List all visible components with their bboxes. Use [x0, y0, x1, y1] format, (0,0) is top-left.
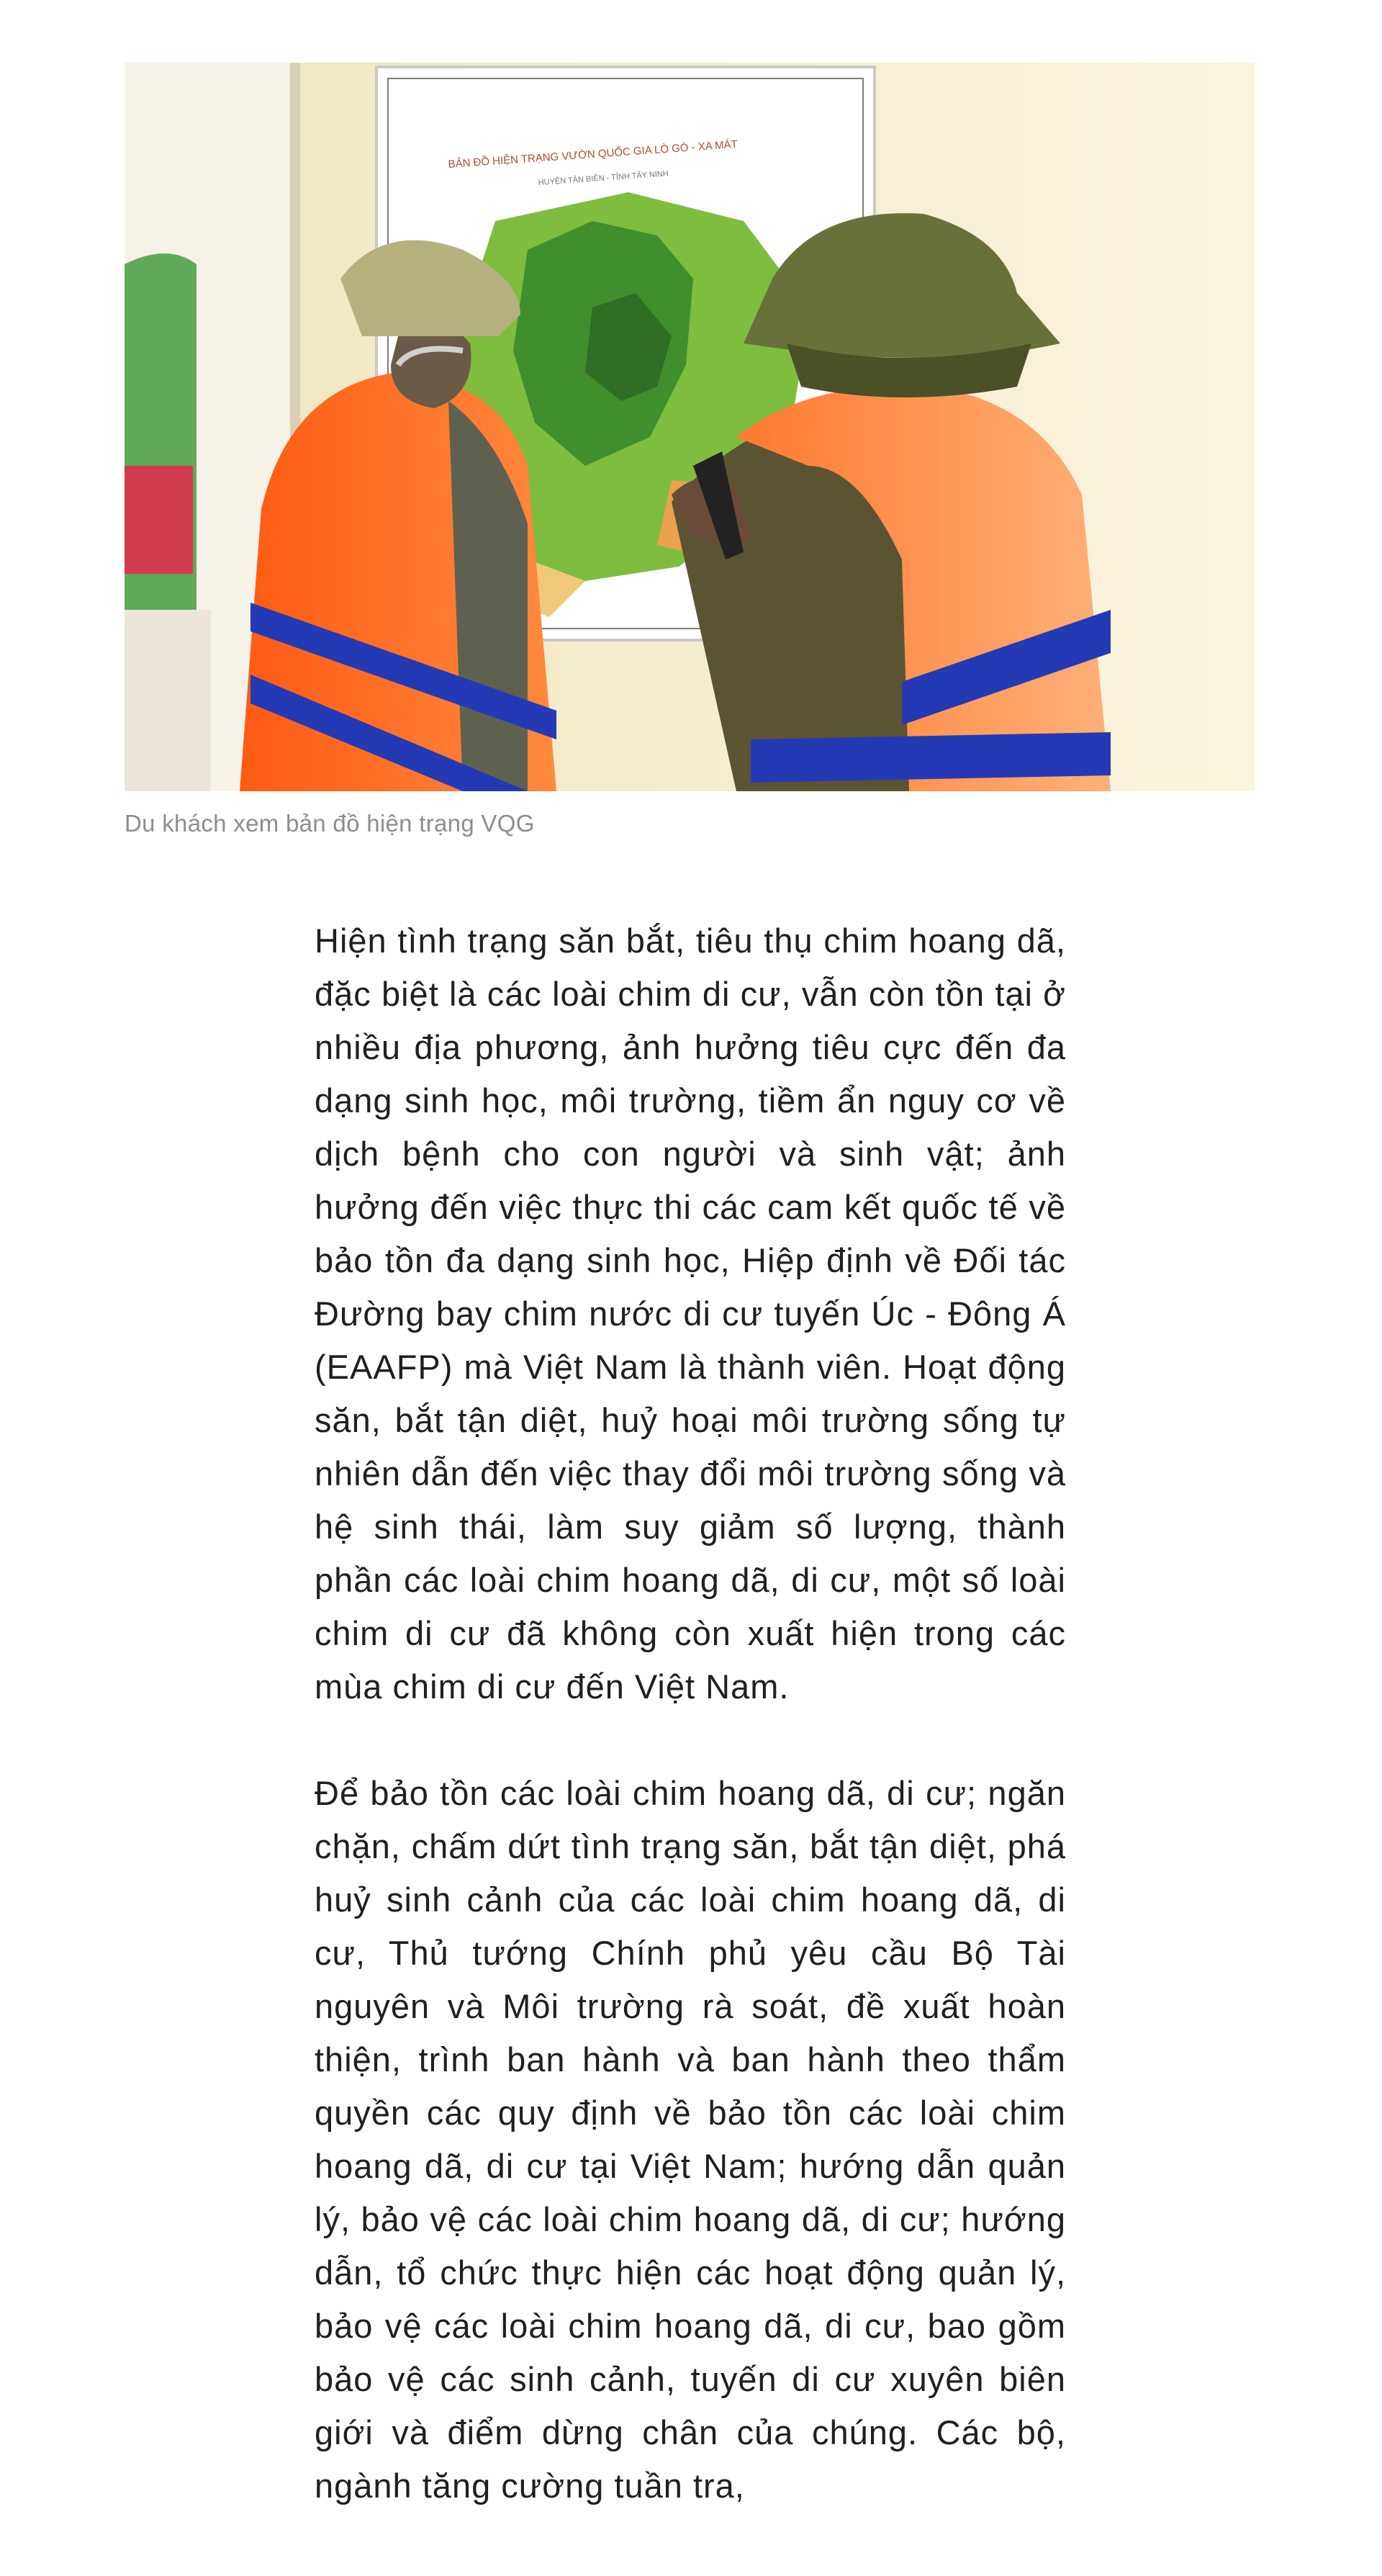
- article-paragraph: Hiện tình trạng săn bắt, tiêu thụ chim hoang dã, đặc biệt là các loài chim di cư, vẫn còn tồn tại ở nhiều địa phương, ảnh hưởng tiêu cực đến đa dạng sinh học, môi trường, tiềm ẩn nguy cơ về dịch bệnh cho con người và sinh vật; ảnh hưởng đến việc thực thi các cam kết quốc tế về bảo tồn đa dạng sinh học, Hiệp định về Đối tác Đường bay chim nước di cư tuyến Úc - Đông Á (EAAFP) mà Việt Nam là thành viên. Hoạt động săn, bắt tận diệt, huỷ hoại môi trường sống tự nhiên dẫn đến việc thay đổi môi trường sống và hệ sinh thái, làm suy giảm số lượng, thành phần các loài chim hoang dã, di cư, một số loài chim di cư đã không còn xuất hiện trong các mùa chim di cư đến Việt Nam.: [315, 922, 1066, 1706]
- article-paragraph: Để bảo tồn các loài chim hoang dã, di cư; ngăn chặn, chấm dứt tình trạng săn, bắt tận diệt, phá huỷ sinh cảnh của các loài chim hoang dã, di cư, Thủ tướng Chính phủ yêu cầu Bộ Tài nguyên và Môi trường rà soát, đề xuất hoàn thiện, trình ban hành và ban hành theo thẩm quyền các quy định về bảo tồn các loài chim hoang dã, di cư tại Việt Nam; hướng dẫn quản lý, bảo vệ các loài chim hoang dã, di cư; hướng dẫn, tổ chức thực hiện các hoạt động quản lý, bảo vệ các loài chim hoang dã, di cư, bao gồm bảo vệ các sinh cảnh, tuyến di cư xuyên biên giới và điểm dừng chân của chúng. Các bộ, ngành tăng cường tuần tra,: [315, 1774, 1066, 2505]
- map-title-text: BẢN ĐỒ HIỆN TRẠNG VƯỜN QUỐC GIA LÒ GÒ - XA MÁT: [448, 138, 739, 171]
- article-photo: [125, 63, 1255, 791]
- map-subtitle-text: HUYỆN TÂN BIÊN - TỈNH TÂY NINH: [538, 169, 669, 187]
- article-body: [315, 914, 1066, 2566]
- photo-caption: Du khách xem bản đồ hiện trạng VQG: [125, 810, 535, 837]
